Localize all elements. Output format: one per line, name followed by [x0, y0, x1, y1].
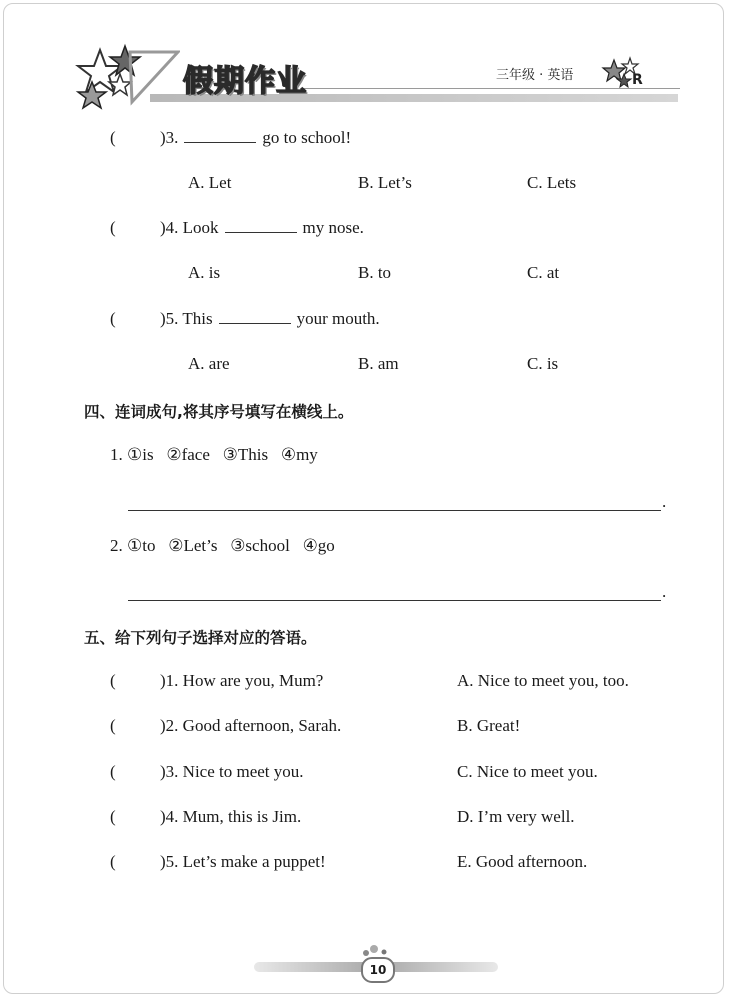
question-text: )1. How are you, Mum? [160, 671, 324, 690]
answer-option: C. Nice to meet you. [457, 762, 598, 781]
option-a: A. Let [188, 173, 232, 192]
page-frame [3, 3, 724, 994]
grade-subject: 三年级 · 英语 [496, 68, 574, 83]
option-b: B. Let’s [358, 173, 412, 192]
question-number: )5. This [160, 309, 213, 328]
option-a: A. is [188, 263, 221, 282]
answer-option: D. I’m very well. [457, 807, 575, 826]
option-c: C. at [527, 263, 560, 282]
paren-open: ( [110, 309, 116, 328]
question-number: )3. [160, 128, 179, 147]
paren-open: ( [110, 218, 116, 237]
question-text: go to school! [262, 128, 352, 147]
paren-open: ( [110, 807, 116, 826]
section-4-heading: 四、连词成句,将其序号填写在横线上。 [84, 403, 354, 421]
question-number: )4. Look [160, 218, 219, 237]
reorder-item-1: 1. ①is ②face ③This ④my [110, 445, 318, 464]
option-b: B. to [358, 263, 392, 282]
question-text: )5. Let’s make a puppet! [160, 852, 326, 871]
answer-option: A. Nice to meet you, too. [457, 671, 629, 690]
period: . [662, 582, 667, 601]
option-b: B. am [358, 354, 399, 373]
paren-open: ( [110, 128, 116, 147]
question-text: my nose. [302, 218, 364, 237]
period: . [662, 492, 667, 511]
paren-open: ( [110, 762, 116, 781]
page-number: 10 [361, 957, 395, 983]
edition-letter: R [632, 72, 643, 88]
section-5-heading: 五、给下列句子选择对应的答语。 [84, 629, 317, 647]
option-a: A. are [188, 354, 230, 373]
question-text: )3. Nice to meet you. [160, 762, 304, 781]
option-c: C. Lets [527, 173, 577, 192]
page-title: 假期作业 [183, 64, 307, 99]
paren-open: ( [110, 671, 116, 690]
answer-blank[interactable] [184, 128, 256, 143]
answer-option: B. Great! [457, 716, 521, 735]
reorder-item-2: 2. ①to ②Let’s ③school ④go [110, 536, 335, 555]
answer-line-2[interactable] [128, 600, 661, 601]
dots-decoration-icon [358, 944, 398, 958]
answer-option: E. Good afternoon. [457, 852, 588, 871]
paren-open: ( [110, 852, 116, 871]
question-text: )2. Good afternoon, Sarah. [160, 716, 342, 735]
question-text: your mouth. [296, 309, 380, 328]
option-c: C. is [527, 354, 559, 373]
answer-line-1[interactable] [128, 510, 661, 511]
answer-blank[interactable] [225, 218, 297, 233]
paren-open: ( [110, 716, 116, 735]
answer-blank[interactable] [219, 309, 291, 324]
question-text: )4. Mum, this is Jim. [160, 807, 302, 826]
